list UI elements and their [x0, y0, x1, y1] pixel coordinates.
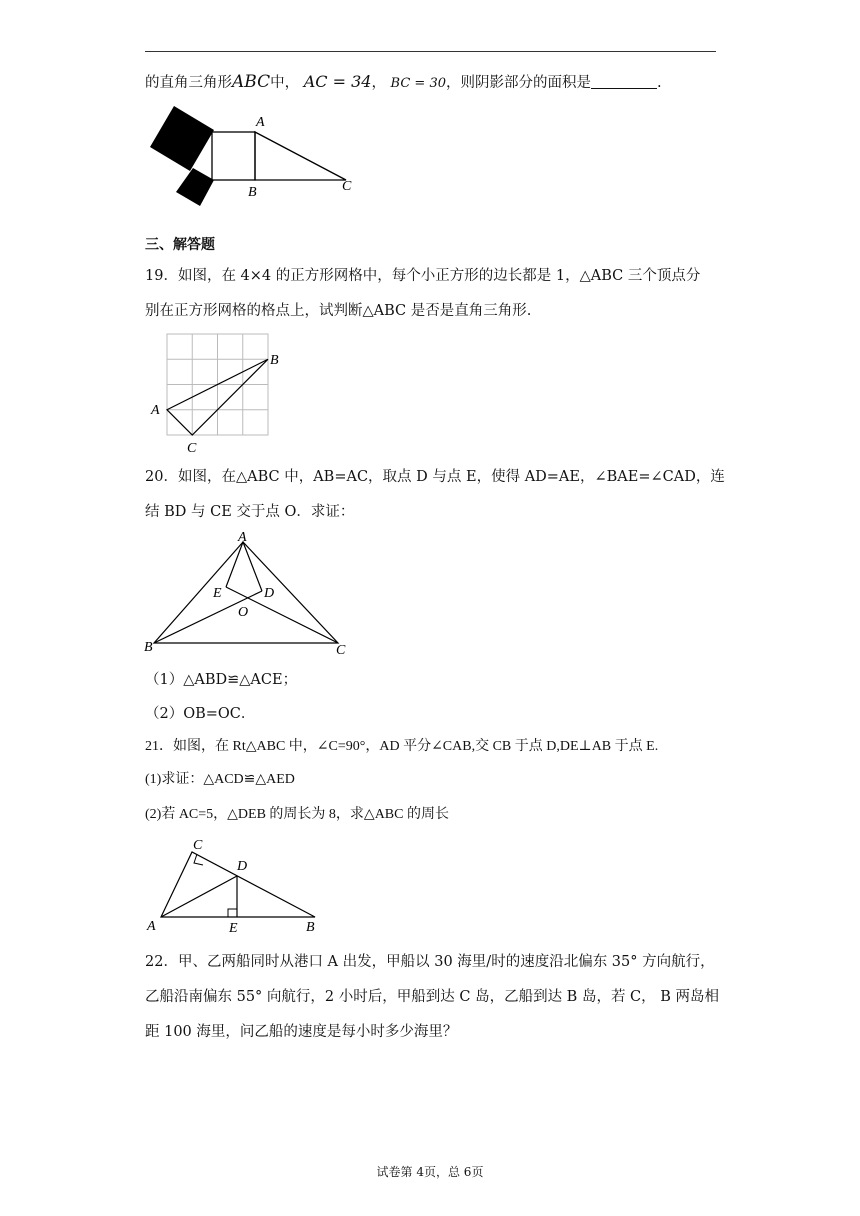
q20-label-C: C [336, 643, 346, 658]
q18-text-after: ，则阴影部分的面积是 [446, 75, 591, 91]
q20-label-B: B [144, 640, 153, 655]
q18-comma: ， [371, 75, 386, 91]
q19-label-A: A [151, 403, 160, 418]
q22-line2: 乙船沿南偏东 55° 向航行，2 小时后，甲船到达 C 岛，乙船到达 B 岛，若 C， B 两岛相 [145, 989, 720, 1005]
q22-line1: 22．甲、乙两船同时从港口 A 出发，甲船以 30 海里/时的速度沿北偏东 35° 方向航行， [145, 954, 715, 970]
q18-small-square [176, 168, 214, 206]
q20-ae-ad [226, 542, 262, 591]
q18-middle-square [212, 132, 255, 180]
q18-figure [148, 104, 363, 212]
q20-label-O: O [238, 605, 249, 620]
q18-triangle-abc [255, 132, 346, 180]
q20-triangle-abc [154, 542, 338, 643]
q21-part2: (2)若 AC=5，△DEB 的周长为 8，求△ABC 的周长 [145, 807, 449, 822]
q20-label-D: D [264, 586, 275, 601]
q18-answer-blank[interactable] [591, 74, 657, 89]
q18-text-before: 的直角三角形 [145, 75, 232, 91]
q19-figure [148, 330, 288, 455]
page-footer: 试卷第 4页，总 6页 [376, 1165, 484, 1179]
q21-label-D: D [237, 859, 248, 874]
q18-text-mid: 中， [270, 75, 300, 91]
q19-label-C: C [187, 441, 197, 455]
q19-label-B: B [270, 353, 279, 368]
q21-part1: (1)求证：△ACD≌△AED [145, 772, 295, 787]
q21-line1: 21．如图，在 Rt△ABC 中，∠C=90°，AD 平分∠CAB,交 CB 于点 D,DE⊥AB 于点 E. [145, 739, 659, 754]
q20-label-E: E [213, 586, 222, 601]
q20-line2: 结 BD 与 CE 交于点 O．求证： [145, 504, 355, 520]
q20-part1: （1）△ABD≌△ACE； [145, 672, 298, 688]
q22-line3: 距 100 海里，问乙船的速度是每小时多少海里？ [145, 1024, 458, 1040]
q18-abc: ABC [232, 72, 271, 92]
q18-label-B: B [248, 185, 257, 200]
q19-line1: 19．如图，在 4×4 的正方形网格中，每个小正方形的边长都是 1，△ABC 三个顶点分 [145, 268, 701, 284]
q19-line2: 别在正方形网格的格点上，试判断△ABC 是否是直角三角形. [145, 303, 532, 319]
q18-end: . [657, 75, 662, 91]
q21-label-C: C [193, 838, 203, 853]
section-title: 三、解答题 [145, 237, 215, 253]
q21-figure [145, 832, 325, 937]
q18-large-square [150, 106, 214, 171]
q18-ac: AC = 34 [303, 72, 372, 91]
header-rule [145, 51, 716, 52]
q21-right-angle-e [228, 909, 237, 917]
q20-label-A: A [238, 530, 247, 545]
q18-label-C: C [342, 179, 352, 194]
q18-bc: BC = 30 [390, 76, 446, 91]
q18-text [145, 72, 662, 94]
q20-part2: （2）OB=OC． [145, 706, 256, 722]
q21-label-B: B [306, 920, 315, 935]
q20-line1: 20．如图，在△ABC 中，AB=AC，取点 D 与点 E，使得 AD=AE，∠BAE=∠CAD，连 [145, 469, 725, 485]
q18-label-A: A [256, 115, 265, 130]
q20-figure [140, 530, 360, 660]
q21-ad [161, 876, 237, 917]
q21-label-E: E [229, 921, 238, 936]
q21-label-A: A [147, 919, 156, 934]
